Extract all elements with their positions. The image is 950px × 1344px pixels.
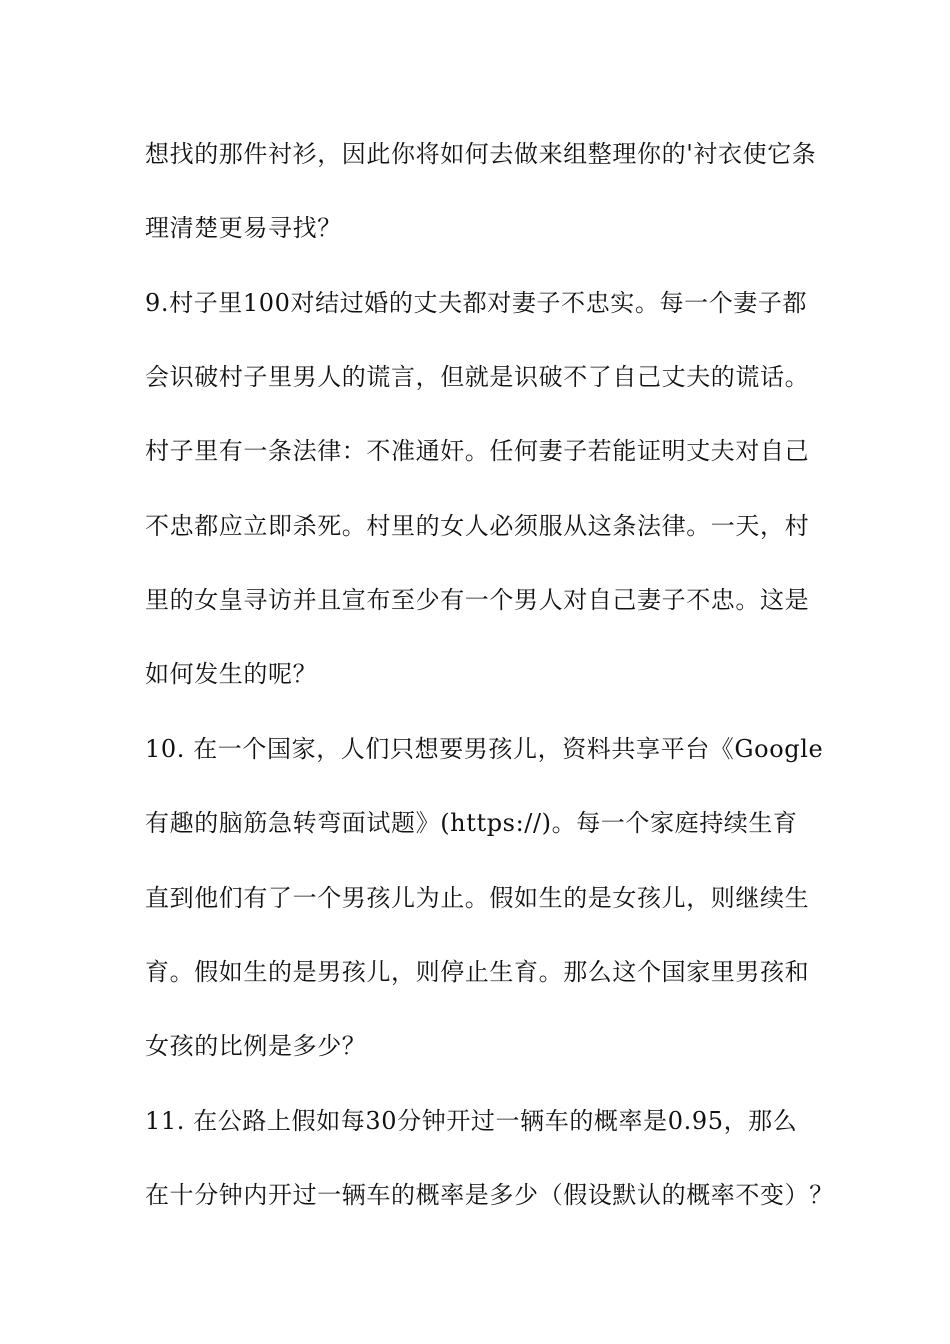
text-line: 里的女皇寻访并且宣布至少有一个男人对自己妻子不忠。这是	[145, 586, 810, 614]
text-line: 9.村子里100对结过婚的丈夫都对妻子不忠实。每一个妻子都	[145, 289, 808, 317]
text-line: 会识破村子里男人的谎言，但就是识破不了自己丈夫的谎话。	[145, 363, 810, 391]
text-line: 在十分钟内开过一辆车的概率是多少（假设默认的概率不变）？	[145, 1181, 834, 1209]
text-line: 11. 在公路上假如每30分钟开过一辆车的概率是0.95，那么	[145, 1107, 798, 1135]
text-line: 不忠都应立即杀死。村里的女人必须服从这条法律。一天，村	[145, 512, 810, 540]
text-line: 女孩的比例是多少？	[145, 1032, 367, 1060]
text-line: 直到他们有了一个男孩儿为止。假如生的是女孩儿，则继续生	[145, 884, 810, 912]
text-line: 理清楚更易寻找？	[145, 214, 342, 242]
text-line: 村子里有一条法律：不准通奸。任何妻子若能证明丈夫对自己	[145, 437, 810, 465]
text-line: 10. 在一个国家，人们只想要男孩儿，资料共享平台《Google	[145, 735, 824, 763]
text-line: 育。假如生的是男孩儿，则停止生育。那么这个国家里男孩和	[145, 958, 810, 986]
text-line: 如何发生的呢？	[145, 660, 318, 688]
text-line: 有趣的脑筋急转弯面试题》(https://)。每一个家庭持续生育	[145, 809, 798, 837]
text-line: 想找的那件衬衫，因此你将如何去做来组整理你的'衬衣使它条	[145, 140, 817, 168]
